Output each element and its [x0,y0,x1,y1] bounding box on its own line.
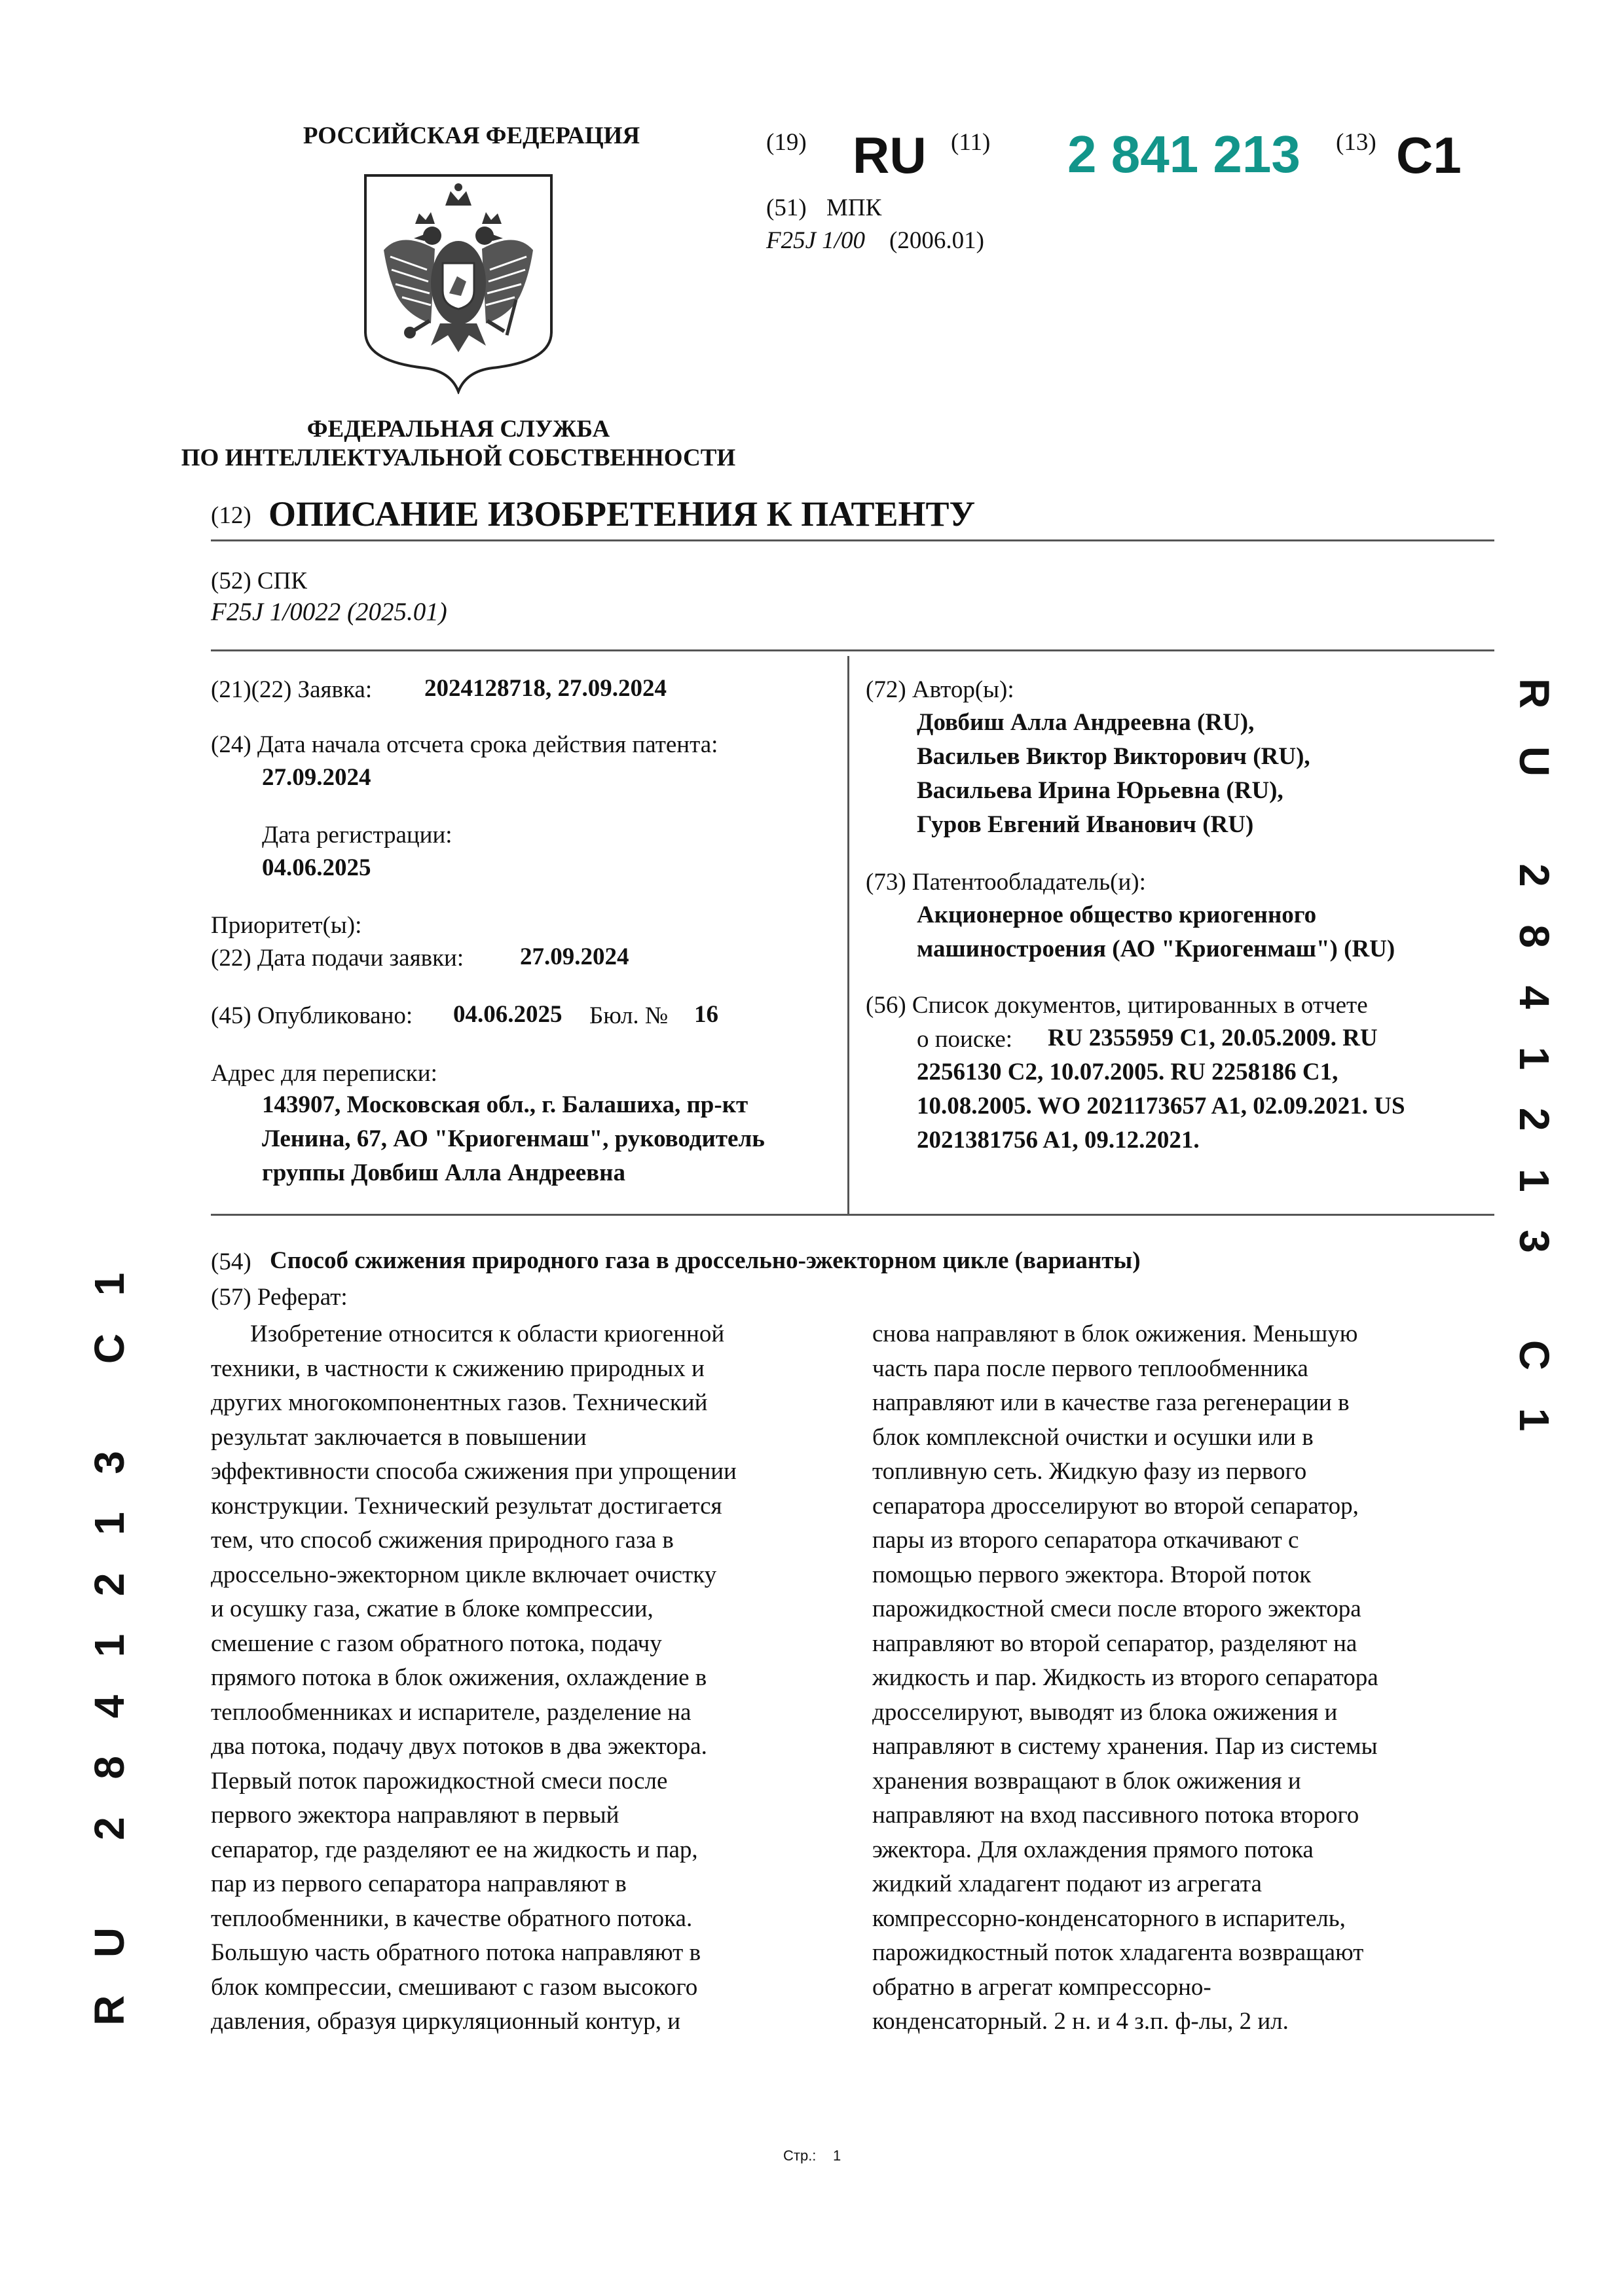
patent-owner-line: машиностроения (АО "Криогенмаш") (RU) [917,936,1395,962]
patent-number: 2 841 213 [1067,125,1301,183]
registration-label: Дата регистрации: [262,822,452,848]
abstract-line: часть пара после первого теплообменника [872,1355,1308,1382]
abstract-line: теплообменниках и испарителе, разделение на [211,1698,692,1726]
patent-owner-label: (73) Патентообладатель(и): [866,869,1146,896]
inid-code-54: (54) [211,1248,251,1275]
abstract-line: давления, образуя циркуляционный контур, и [211,2008,681,2035]
abstract-line: результат заключается в повышении [211,1423,587,1451]
abstract-line: других многокомпонентных газов. Технический [211,1389,708,1416]
abstract-line: тем, что способ сжижения природного газа в [211,1527,674,1554]
agency-name-line2: ПО ИНТЕЛЛЕКТУАЛЬНОЙ СОБСТВЕННОСТИ [181,445,736,471]
abstract-line: конденсаторный. 2 н. и 4 з.п. ф-лы, 2 ил. [872,2008,1289,2035]
title-divider [211,539,1494,541]
filing-date-value: 27.09.2024 [520,943,629,970]
invention-title: Способ сжижения природного газа в дроссельно-эжекторном цикле (варианты) [270,1247,1141,1274]
address-line: 143907, Московская обл., г. Балашиха, пр-кт [262,1091,748,1118]
registration-value: 04.06.2025 [262,854,371,881]
abstract-line: первого эжектора направляют в первый [211,1802,619,1829]
filing-date-label: (22) Дата подачи заявки: [211,945,464,972]
abstract-line: пары из второго сепаратора откачивают с [872,1527,1299,1554]
inid-code-12: (12) [211,502,251,529]
abstract-line: парожидкостный поток хладагента возвращают [872,1939,1364,1966]
cpc-label: (52) СПК [211,568,307,594]
abstract-line: и осушку газа, сжатие в блоке компрессии, [211,1595,654,1622]
abstract-left-column [211,1317,805,2039]
abstract-line: сепаратор, где разделяют ее на жидкость и пар, [211,1836,698,1863]
country-name: РОССИЙСКАЯ ФЕДЕРАЦИЯ [303,122,640,149]
abstract-line: эффективности способа сжижения при упрощении [211,1458,737,1485]
patent-owner-line: Акционерное общество криогенного [917,902,1317,928]
abstract-line: топливную сеть. Жидкую фазу из первого [872,1458,1307,1485]
cpc-value: F25J 1/0022 (2025.01) [211,598,447,626]
cited-document-line: 10.08.2005. WO 2021173657 A1, 02.09.2021. US [917,1093,1405,1120]
abstract-line: помощью первого эжектора. Второй поток [872,1561,1312,1588]
cited-document-line: 2021381756 A1, 09.12.2021. [917,1127,1200,1154]
abstract-line: снова направляют в блок ожижения. Меньшую [872,1321,1358,1347]
cited-documents-label: (56) Список документов, цитированных в отчете [866,992,1368,1019]
ipc-label: МПК [826,194,882,221]
cited-document-line: 2256130 C2, 10.07.2005. RU 2258186 C1, [917,1059,1338,1085]
abstract-line: хранения возвращают в блок ожижения и [872,1767,1301,1795]
ipc-class: F25J 1/00 [766,227,866,254]
bulletin-value: 16 [694,1001,718,1028]
cited-document-line: RU 2355959 C1, 20.05.2009. RU [1048,1025,1378,1051]
left-margin-patent-id: RU 2841213 C1 [86,1235,133,2026]
address-line: Ленина, 67, АО "Криогенмаш", руководитель [262,1125,765,1152]
abstract-line: направляют в систему хранения. Пар из системы [872,1733,1378,1760]
abstract-line: Большую часть обратного потока направляют в [211,1939,701,1966]
abstract-line: два потока, подачу двух потоков в два эжектора. [211,1733,707,1760]
published-label: (45) Опубликовано: [211,1002,413,1029]
bulletin-label: Бюл. № [589,1002,669,1029]
abstract-line: смешение с газом обратного потока, подачу [211,1630,662,1657]
priority-label: Приоритет(ы): [211,912,362,939]
inid-code-51: (51) [766,194,807,221]
abstract-line: дроссельно-эжекторном цикле включает очистку [211,1561,717,1588]
coat-of-arms-emblem [361,172,555,394]
inid-code-11: (11) [951,129,991,156]
abstract-line: сепаратора дросселируют во второй сепаратор, [872,1492,1359,1520]
author-name: Васильев Виктор Викторович (RU), [917,743,1310,770]
abstract-line: жидкий хладагент подают из агрегата [872,1870,1262,1897]
author-name: Васильева Ирина Юрьевна (RU), [917,777,1283,804]
author-name: Гуров Евгений Иванович (RU) [917,811,1254,838]
abstract-right-column [872,1317,1467,2039]
abstract-line: прямого потока в блок ожижения, охлаждение в [211,1664,707,1691]
application-label: (21)(22) Заявка: [211,676,373,703]
abstract-line: дросселируют, выводят из блока ожижения и [872,1698,1338,1726]
page-number: 1 [833,2147,841,2164]
address-label: Адрес для переписки: [211,1060,437,1087]
biblio-divider [211,1214,1494,1216]
authors-label: (72) Автор(ы): [866,676,1014,703]
abstract-line: техники, в частности к сжижению природных и [211,1355,705,1382]
cited-documents-prefix: о поиске: [917,1026,1013,1053]
biblio-column-divider [847,656,849,1214]
kind-code: C1 [1396,126,1462,184]
abstract-label: (57) Реферат: [211,1284,348,1311]
published-value: 04.06.2025 [453,1001,563,1028]
term-start-value: 27.09.2024 [262,764,371,791]
term-start-label: (24) Дата начала отсчета срока действия патента: [211,731,718,758]
cpc-divider [211,649,1494,651]
abstract-line: обратно в агрегат компрессорно- [872,1973,1211,2001]
inid-code-19: (19) [766,129,807,156]
russian-coat-of-arms-icon [361,172,555,394]
abstract-line: теплообменники, в качестве обратного потока. [211,1904,693,1932]
country-code: RU [853,126,927,184]
page-label: Стр.: [783,2147,817,2164]
abstract-line: Первый поток парожидкостной смеси после [211,1767,668,1795]
abstract-line: блок комплексной очистки и осушки или в [872,1423,1314,1451]
application-value: 2024128718, 27.09.2024 [424,675,667,702]
abstract-line: пар из первого сепаратора направляют в [211,1870,627,1897]
abstract-line: направляют во второй сепаратор, разделяют на [872,1630,1357,1657]
abstract-line: жидкость и пар. Жидкость из второго сепаратора [872,1664,1378,1691]
right-margin-patent-id: RU 2841213 C1 [1511,678,1558,1469]
abstract-line: парожидкостной смеси после второго эжектора [872,1595,1361,1622]
ipc-version: (2006.01) [889,227,984,254]
document-title: ОПИСАНИЕ ИЗОБРЕТЕНИЯ К ПАТЕНТУ [268,494,976,534]
address-line: группы Довбиш Алла Андреевна [262,1159,625,1186]
inid-code-13: (13) [1336,129,1376,156]
abstract-line: блок компрессии, смешивают с газом высокого [211,1973,698,2001]
abstract-line: Изобретение относится к области криогенной [250,1321,725,1347]
author-name: Довбиш Алла Андреевна (RU), [917,709,1255,736]
abstract-line: направляют на вход пассивного потока второго [872,1802,1359,1829]
abstract-line: компрессорно-конденсаторного в испаритель, [872,1904,1346,1932]
abstract-line: конструкции. Технический результат достигается [211,1492,722,1520]
agency-name-line1: ФЕДЕРАЛЬНАЯ СЛУЖБА [306,416,610,443]
abstract-line: направляют или в качестве газа регенерации в [872,1389,1350,1416]
abstract-line: эжектора. Для охлаждения прямого потока [872,1836,1314,1863]
